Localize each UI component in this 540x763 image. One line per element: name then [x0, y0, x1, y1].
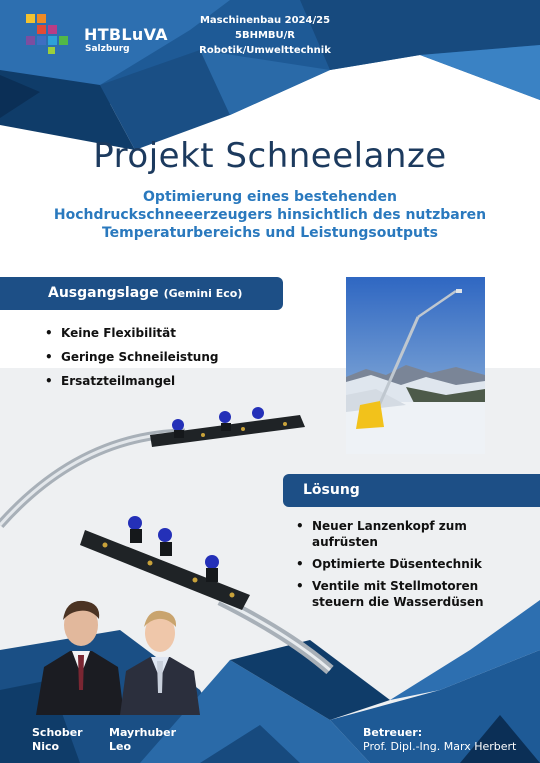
- supervisor-label: Betreuer:: [363, 726, 423, 739]
- ausgangslage-list: [45, 325, 265, 397]
- snow-lance-photo: [346, 277, 485, 454]
- ausgangslage-heading: [0, 277, 283, 310]
- supervisor-name: Prof. Dipl.-Ing. Marx Herbert: [363, 740, 517, 753]
- list-item: • Neuer Lanzenkopf zum aufrüsten: [296, 518, 516, 550]
- department-line: Maschinenbau 2024/25: [199, 15, 331, 26]
- loesung-list: [296, 518, 516, 616]
- school-name: HTBLuVA: [84, 25, 168, 44]
- class-line: 5BHMBU/R: [235, 30, 295, 41]
- student-name-2: Mayrhuber Leo: [109, 726, 177, 753]
- branch-line: Robotik/Umwelttechnik: [199, 45, 331, 56]
- subtitle-line: Optimierung eines bestehenden: [143, 189, 397, 205]
- school-logo: [26, 14, 78, 54]
- supervisor: [363, 726, 516, 754]
- page-title: Projekt Schneelanze: [93, 136, 447, 176]
- loesung-heading: Lösung: [283, 474, 540, 507]
- ausgangslage-heading-note: (Gemini Eco): [163, 287, 243, 300]
- list-item: • Keine Flexibilität: [45, 325, 265, 349]
- ausgangslage-heading-text: Ausgangslage: [48, 285, 159, 301]
- list-item: • Ventile mit Stellmotoren steuern die Wasserdüsen: [296, 578, 516, 610]
- list-item: • Ersatzteilmangel: [45, 373, 265, 397]
- list-item: • Geringe Schneileistung: [45, 349, 265, 373]
- list-item: • Optimierte Düsentechnik: [296, 556, 516, 572]
- school-city: Salzburg: [85, 44, 130, 54]
- subtitle-line: Temperaturbereichs und Leistungsoutputs: [101, 225, 439, 241]
- header-info: [190, 13, 340, 58]
- subtitle-line: Hochdruckschneeerzeugers hinsichtlich des nutzbaren: [53, 207, 487, 223]
- page-subtitle: [30, 188, 510, 242]
- student-name-1: Schober Nico: [32, 726, 83, 753]
- student-portrait: [120, 605, 200, 715]
- student-portrait: [34, 595, 124, 715]
